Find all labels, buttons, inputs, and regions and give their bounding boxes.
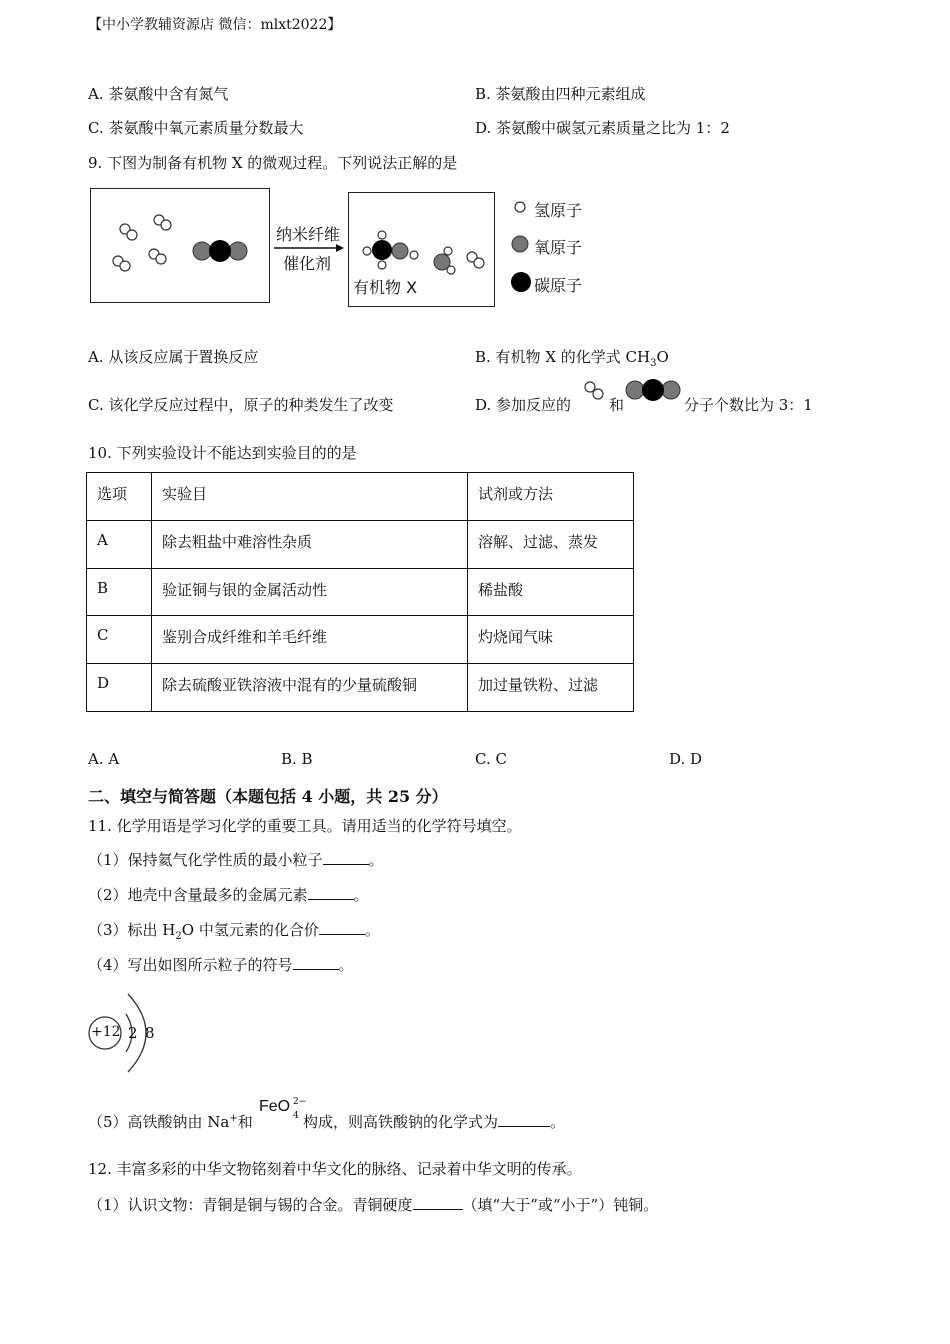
product-label: 有机物 X — [353, 278, 418, 297]
table-row — [87, 521, 634, 569]
table-cell: C — [87, 616, 152, 664]
q10-stem: 10. 下列实验设计不能达到实验目的的是 — [88, 444, 357, 462]
co2-molecule-icon — [625, 377, 683, 403]
q10-answer-c: C. C — [475, 750, 507, 768]
experiment-table — [86, 472, 634, 712]
answer-blank[interactable] — [308, 887, 354, 900]
q9-option-a: A. 从该反应属于置换反应 — [88, 348, 259, 366]
table-cell: B — [87, 569, 152, 616]
q9-option-d-text-3: 分子个数比为 3：1 — [684, 396, 813, 414]
ferrate-subscript: 4 — [293, 1111, 299, 1121]
table-row — [87, 664, 634, 712]
table-cell: A — [87, 521, 152, 569]
q11-part-2: （2）地壳中含量最多的金属元素 。 — [88, 886, 369, 904]
table-header-row — [87, 473, 634, 521]
table-row — [87, 616, 634, 664]
section-title: 二、填空与简答题（本题包括 4 小题，共 25 分） — [88, 787, 448, 806]
table-cell: 灼烧闻气味 — [468, 616, 634, 664]
q8-option-c: C. 茶氨酸中氧元素质量分数最大 — [88, 119, 304, 137]
q8-option-b: B. 茶氨酸由四种元素组成 — [475, 85, 646, 103]
answer-blank[interactable] — [413, 1197, 463, 1210]
table-cell: 加过量铁粉、过滤 — [468, 664, 634, 712]
legend-symbols — [510, 196, 534, 296]
answer-blank[interactable] — [319, 922, 365, 935]
table-row — [87, 569, 634, 616]
q10-answer-b: B. B — [281, 750, 313, 768]
table-header-cell: 试剂或方法 — [468, 473, 634, 521]
table-header-cell: 选项 — [87, 473, 152, 521]
legend-oxygen: 氧原子 — [534, 238, 583, 257]
table-cell: 溶解、过滤、蒸发 — [468, 521, 634, 569]
table-cell: 验证铜与银的金属活动性 — [152, 569, 468, 616]
q11-part-4: （4）写出如图所示粒子的符号 。 — [88, 956, 354, 974]
shell-2-electrons: 8 — [145, 1024, 155, 1042]
answer-blank[interactable] — [323, 852, 369, 865]
reactants-box — [90, 188, 270, 303]
hydrogen-molecule-icon — [582, 380, 608, 402]
ferrate-charge: 2− — [293, 1097, 307, 1107]
q12-part-1: （1）认识文物：青铜是铜与锡的合金。青铜硬度 （填“大于”或“小于”）钝铜。 — [88, 1196, 659, 1214]
table-header-cell: 实验目 — [152, 473, 468, 521]
answer-blank[interactable] — [498, 1114, 550, 1127]
q9-stem: 9. 下图为制备有机物 X 的微观过程。下列说法正解的是 — [88, 154, 458, 172]
shell-1-electrons: 2 — [128, 1024, 138, 1042]
q9-option-d-text-1: D. 参加反应的 — [475, 396, 572, 414]
q8-option-d: D. 茶氨酸中碳氢元素质量之比为 1：2 — [475, 119, 730, 137]
q10-answer-d: D. D — [669, 750, 703, 768]
q11-part-1: （1）保持氦气化学性质的最小粒子 。 — [88, 851, 384, 869]
q8-option-a: A. 茶氨酸中含有氮气 — [88, 85, 229, 103]
reactant-molecules — [91, 189, 269, 302]
q9-option-b: B. 有机物 X 的化学式 $CH_3O$ — [475, 348, 669, 369]
nucleus-charge: +12 — [91, 1024, 121, 1040]
table-cell: 鉴别合成纤维和羊毛纤维 — [152, 616, 468, 664]
arrow-label-bottom: 催化剂 — [283, 254, 332, 273]
legend-hydrogen: 氢原子 — [534, 201, 583, 220]
q12-stem: 12. 丰富多彩的中华文物铭刻着中华文化的脉络、记录着中华文明的传承。 — [88, 1160, 582, 1178]
table-cell: 除去粗盐中难溶性杂质 — [152, 521, 468, 569]
legend-carbon: 碳原子 — [534, 276, 583, 295]
q11-part-5-end: 构成，则高铁酸钠的化学式为 。 — [303, 1113, 566, 1131]
table-cell: 除去硫酸亚铁溶液中混有的少量硫酸铜 — [152, 664, 468, 712]
q9-option-d-text-2: 和 — [609, 396, 625, 414]
answer-blank[interactable] — [293, 957, 339, 970]
table-cell: 稀盐酸 — [468, 569, 634, 616]
products-box — [348, 192, 495, 307]
q10-answer-a: A. A — [88, 750, 120, 768]
q11-stem: 11. 化学用语是学习化学的重要工具。请用适当的化学符号填空。 — [88, 817, 522, 835]
q11-part-5: （5）高铁酸钠由 Na+和 — [88, 1113, 253, 1131]
q11-part-3: （3）标出 $H_2O$ 中氢元素的化合价 。 — [88, 921, 380, 942]
q9-option-c: C. 该化学反应过程中，原子的种类发生了改变 — [88, 396, 394, 414]
table-cell: D — [87, 664, 152, 712]
arrow-label-top: 纳米纤维 — [276, 225, 341, 244]
page-header: 【中小学教辅资源店 微信：mlxt2022】 — [88, 17, 342, 33]
ferrate-ion: FeO — [259, 1098, 291, 1115]
